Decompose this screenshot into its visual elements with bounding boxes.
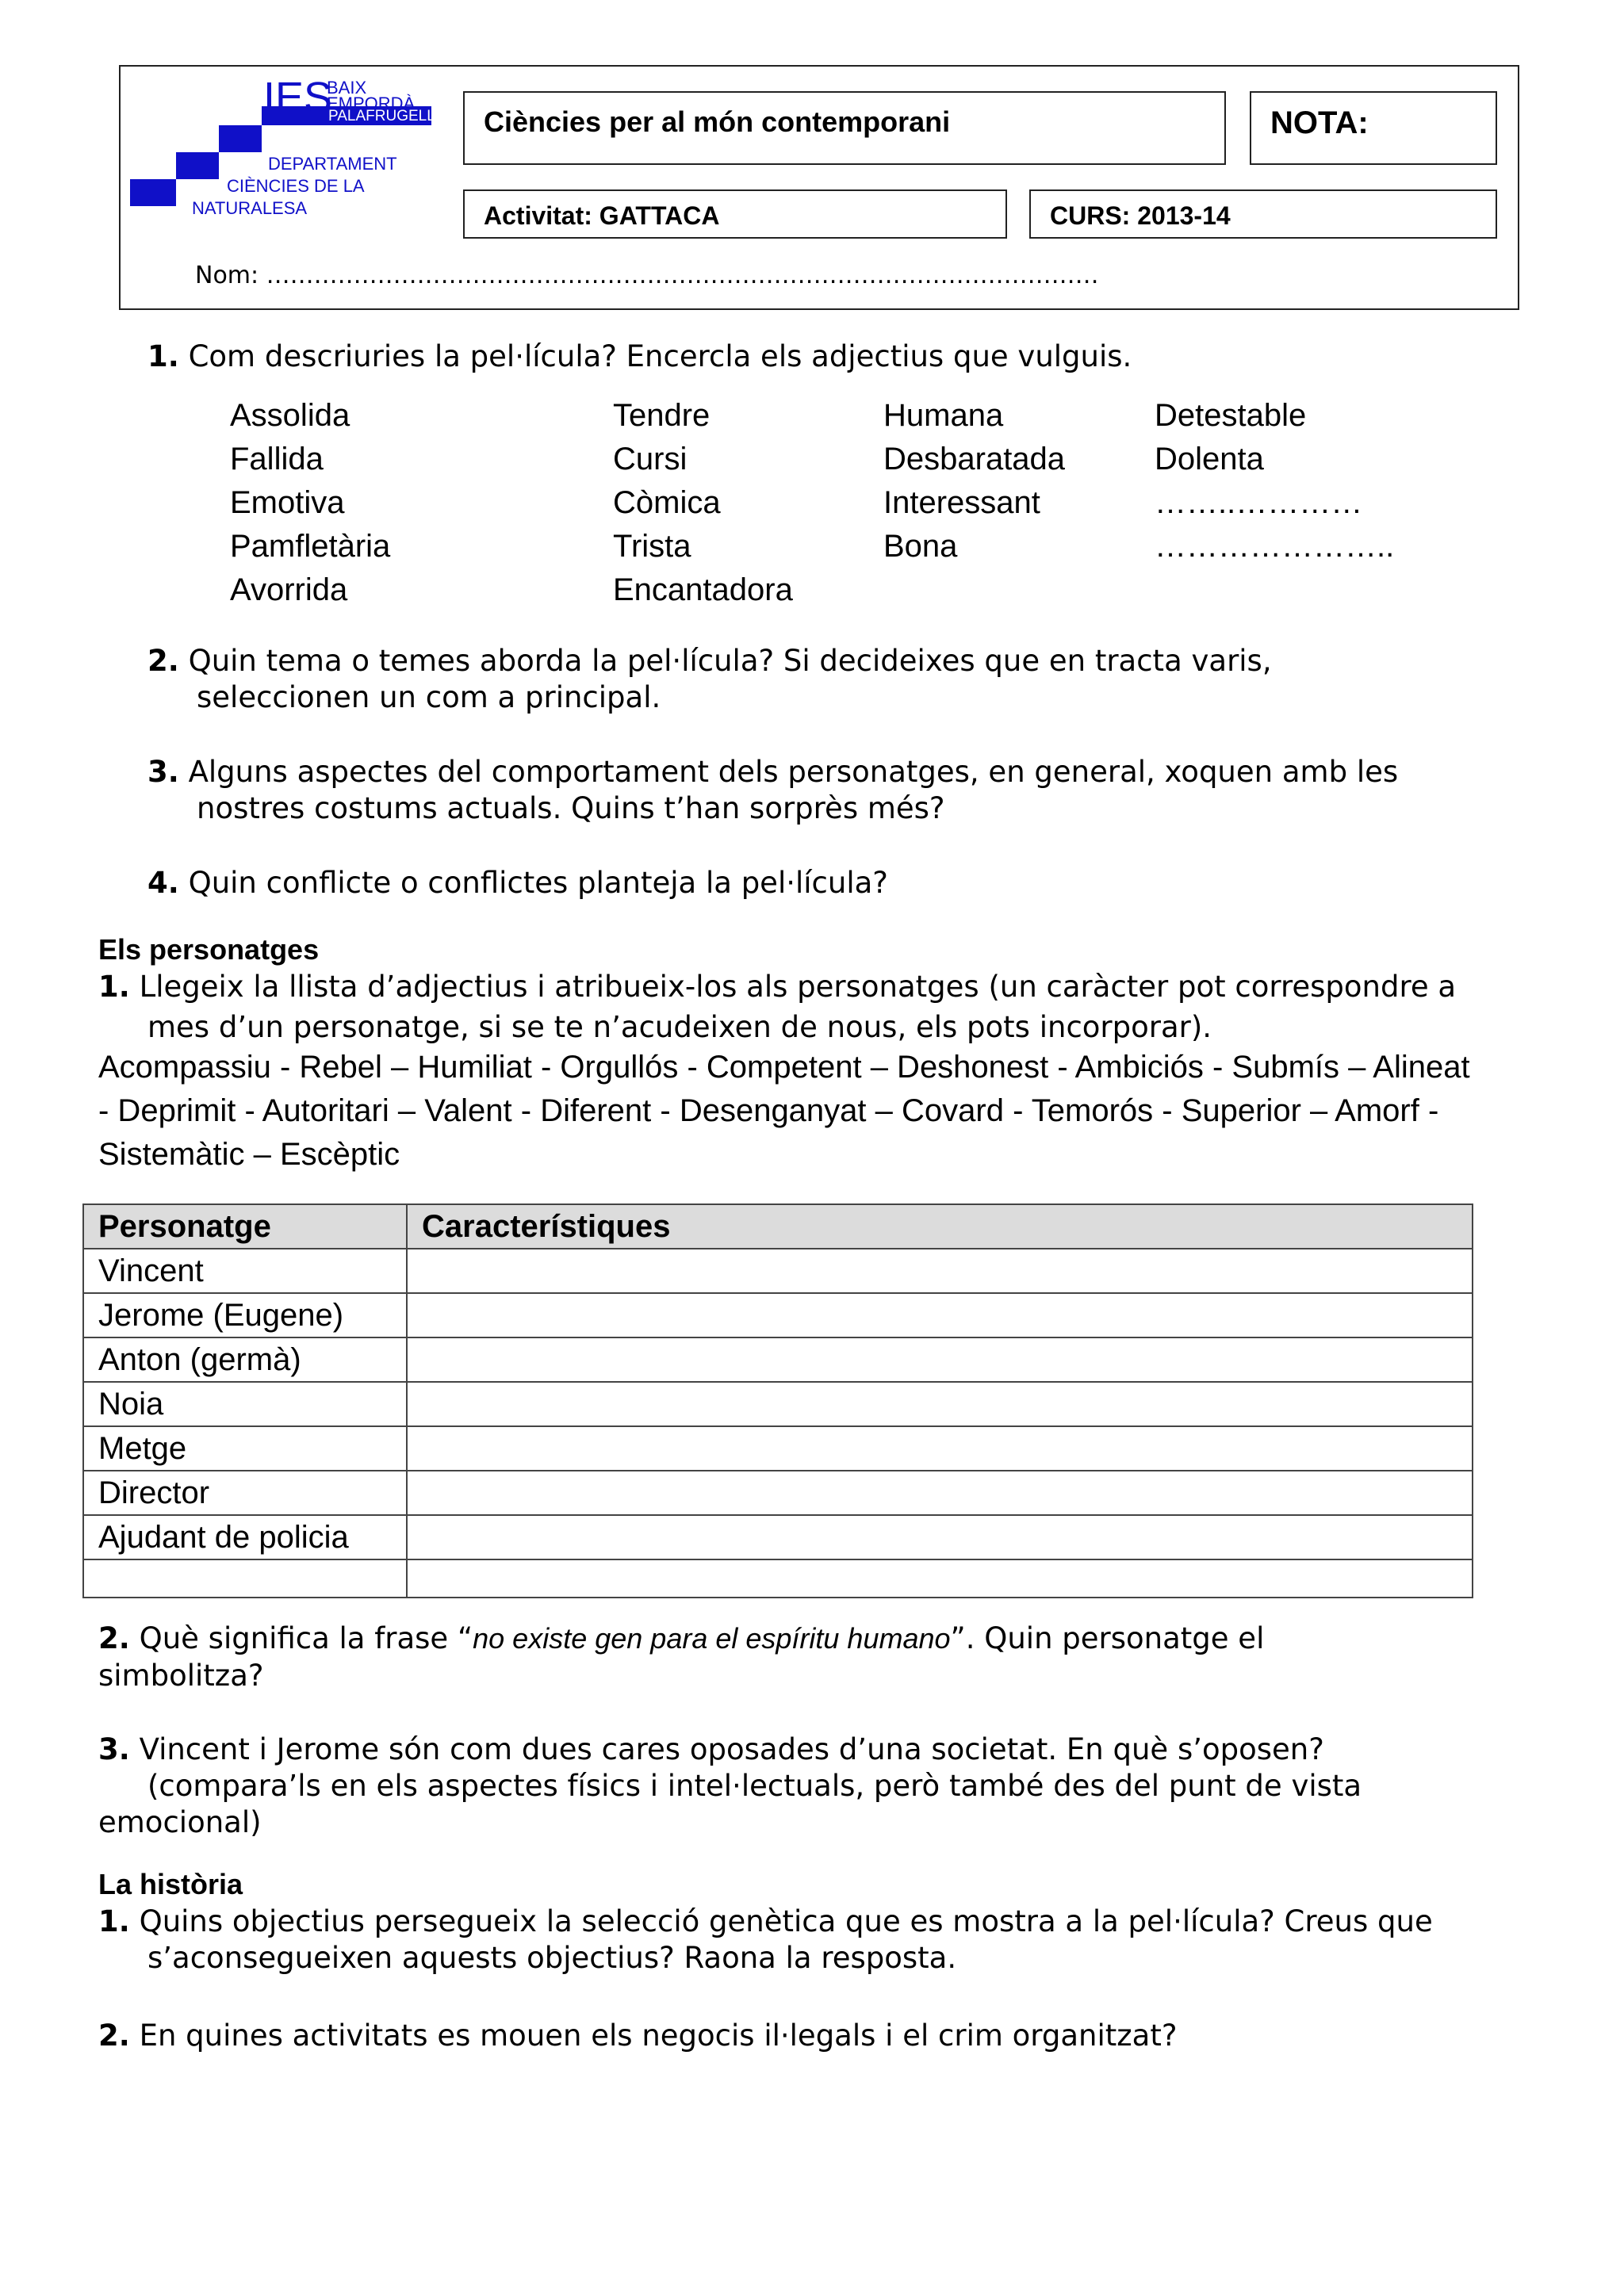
logo-ies: IES	[263, 74, 333, 121]
column-header-character: Personatge	[83, 1204, 407, 1249]
character-name: Vincent	[83, 1249, 407, 1293]
question-text-cont: s’aconsegueixen aquests objectius? Raona la resposta.	[147, 1941, 957, 1975]
subject-box: Ciències per al món contemporani	[463, 91, 1226, 165]
logo-emporda: EMPORDÀ	[327, 94, 416, 113]
adjective[interactable]: Humana	[883, 398, 1004, 433]
character-name-empty[interactable]	[83, 1559, 407, 1598]
character-name: Jerome (Eugene)	[83, 1293, 407, 1337]
question-number: 1.	[98, 970, 130, 1004]
question-text-cont: emocional)	[98, 1805, 262, 1839]
adjective[interactable]: Tendre	[613, 398, 710, 433]
table-row	[83, 1515, 1473, 1559]
section-heading-characters: Els personatges	[98, 933, 320, 966]
traits-list-line: Sistemàtic – Escèptic	[98, 1137, 400, 1172]
column-header-traits: Característiques	[407, 1204, 1473, 1249]
traits-list-line: Acompassiu - Rebel – Humiliat - Orgullós - Competent – Deshonest - Ambiciós - Submís – Alineat	[98, 1050, 1470, 1085]
characters-question-2	[98, 1621, 1264, 1655]
question-text-cont: seleccionen un com a principal.	[197, 680, 661, 714]
adjective[interactable]: Còmica	[613, 485, 721, 520]
question-number: 3.	[147, 755, 179, 789]
history-question-1	[98, 1904, 1433, 1938]
table-row	[83, 1249, 1473, 1293]
character-name: Noia	[83, 1382, 407, 1426]
question-1	[147, 339, 1132, 373]
adjective[interactable]: Interessant	[883, 485, 1040, 520]
adjective[interactable]: Emotiva	[230, 485, 345, 520]
table-row	[83, 1382, 1473, 1426]
question-text: Alguns aspectes del comportament dels personatges, en general, xoquen amb les	[188, 755, 1399, 789]
table-row	[83, 1426, 1473, 1471]
question-text-cont: (compara’ls en els aspectes físics i intel·lectuals, però també des del punt de vista	[147, 1769, 1362, 1803]
question-text: Quins objectius persegueix la selecció genètica que es mostra a la pel·lícula? Creus que	[139, 1904, 1433, 1938]
adjective[interactable]: Bona	[883, 529, 958, 564]
activity-box: Activitat: GATTACA	[463, 189, 1007, 239]
characters-question-3	[98, 1732, 1324, 1766]
table-row	[83, 1337, 1473, 1382]
history-question-2	[98, 2019, 1178, 2053]
logo-departament: DEPARTAMENT	[268, 154, 397, 174]
question-number: 4.	[147, 866, 179, 900]
question-text: ”. Quin personatge el	[950, 1621, 1265, 1655]
table-row	[83, 1471, 1473, 1515]
question-2	[147, 644, 1272, 678]
adjective[interactable]: Pamfletària	[230, 529, 391, 564]
traits-cell[interactable]	[407, 1471, 1473, 1515]
question-4	[147, 866, 888, 900]
question-text: Vincent i Jerome són com dues cares oposades d’una societat. En què s’oposen?	[139, 1732, 1324, 1766]
question-number: 1.	[147, 339, 179, 373]
question-text-cont: mes d’un personatge, si se te n’acudeixen de nous, els pots incorporar).	[147, 1010, 1212, 1044]
header-box	[119, 65, 1519, 310]
adjective[interactable]: Fallida	[230, 442, 324, 476]
character-name: Director	[83, 1471, 407, 1515]
school-logo	[127, 75, 444, 233]
character-name: Anton (germà)	[83, 1337, 407, 1382]
logo-ciencies: CIÈNCIES DE LA	[227, 176, 365, 196]
adjective[interactable]: Assolida	[230, 398, 350, 433]
question-number: 2.	[98, 1621, 130, 1655]
course-box: CURS: 2013-14	[1029, 189, 1497, 239]
question-number: 1.	[98, 1904, 130, 1938]
traits-cell[interactable]	[407, 1382, 1473, 1426]
name-field[interactable]: Nom: ……………………………………………………………………………………………	[195, 262, 1099, 289]
traits-cell[interactable]	[407, 1293, 1473, 1337]
adjective[interactable]: Encantadora	[613, 572, 793, 607]
traits-cell[interactable]	[407, 1515, 1473, 1559]
adjective-blank[interactable]: ……..…………	[1155, 485, 1363, 520]
logo-palafrugell: PALAFRUGELL	[328, 108, 435, 124]
adjective[interactable]: Detestable	[1155, 398, 1307, 433]
question-3	[147, 755, 1398, 789]
character-name: Metge	[83, 1426, 407, 1471]
adjective[interactable]: Desbaratada	[883, 442, 1066, 476]
adjective[interactable]: Dolenta	[1155, 442, 1264, 476]
grade-box: NOTA:	[1250, 91, 1497, 165]
question-text-cont: nostres costums actuals. Quins t’han sorprès més?	[197, 791, 945, 825]
question-number: 2.	[98, 2019, 130, 2053]
question-number: 2.	[147, 644, 179, 678]
characters-question-1	[98, 970, 1456, 1004]
traits-cell[interactable]	[407, 1337, 1473, 1382]
question-text: Quin conflicte o conflictes planteja la pel·lícula?	[188, 866, 888, 900]
table-header-row	[83, 1204, 1473, 1249]
question-text: Què significa la frase “	[139, 1621, 473, 1655]
traits-cell[interactable]	[407, 1559, 1473, 1598]
traits-list-line: - Deprimit - Autoritari – Valent - Diferent - Desenganyat – Covard - Temorós - Superior – Amorf -	[98, 1093, 1439, 1128]
section-heading-history: La història	[98, 1868, 243, 1900]
traits-cell[interactable]	[407, 1426, 1473, 1471]
table-row-empty	[83, 1559, 1473, 1598]
question-text-cont: simbolitza?	[98, 1659, 264, 1693]
question-text: En quines activitats es mouen els negocis il·legals i el crim organitzat?	[139, 2019, 1178, 2053]
characters-table	[82, 1203, 1473, 1598]
question-number: 3.	[98, 1732, 130, 1766]
table-row	[83, 1293, 1473, 1337]
adjective-blank[interactable]: …………………..	[1155, 529, 1395, 564]
question-text: Llegeix la llista d’adjectius i atribueix-los als personatges (un caràcter pot correspondre a	[139, 970, 1457, 1004]
adjective[interactable]: Avorrida	[230, 572, 348, 607]
quote-text: no existe gen para el espíritu humano	[473, 1622, 951, 1655]
character-name: Ajudant de policia	[83, 1515, 407, 1559]
logo-baix: BAIX	[327, 78, 367, 98]
question-text: Quin tema o temes aborda la pel·lícula? Si decideixes que en tracta varis,	[188, 644, 1272, 678]
logo-naturalesa: NATURALESA	[192, 198, 308, 218]
question-text: Com descriuries la pel·lícula? Encercla els adjectius que vulguis.	[188, 339, 1132, 373]
adjective[interactable]: Cursi	[613, 442, 688, 476]
traits-cell[interactable]	[407, 1249, 1473, 1293]
adjective[interactable]: Trista	[613, 529, 691, 564]
